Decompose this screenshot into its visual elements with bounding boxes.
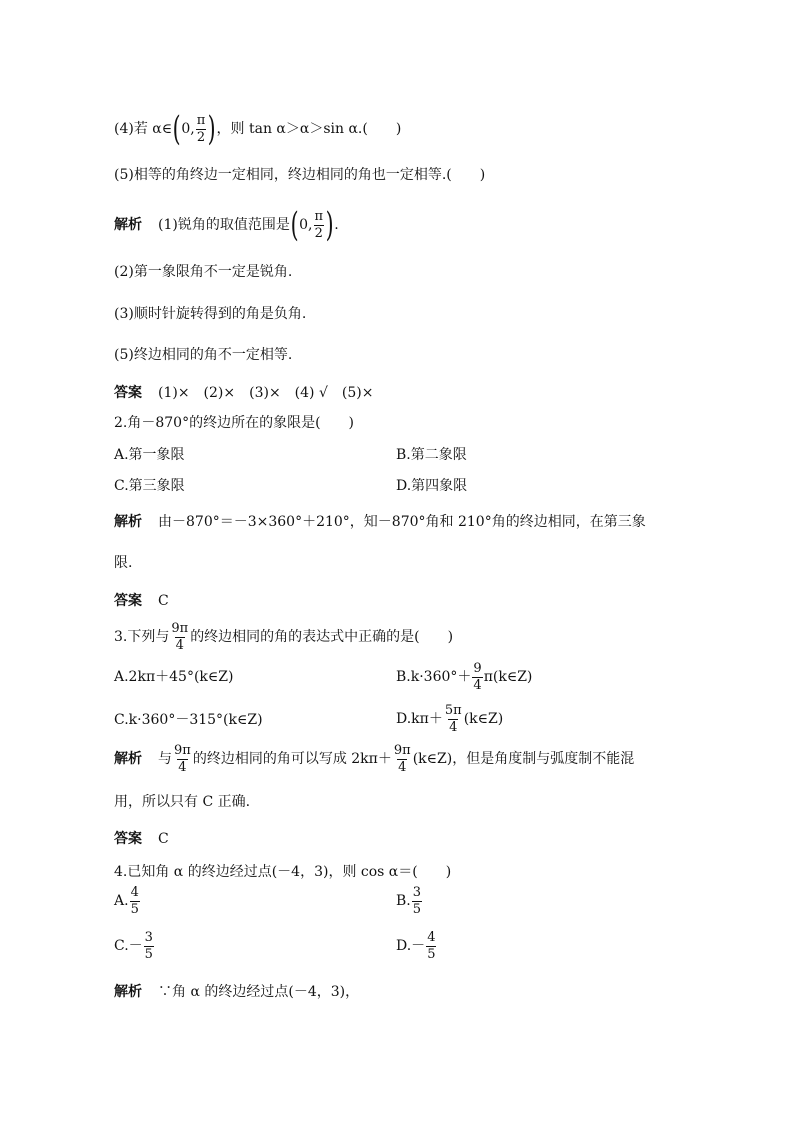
statement-4	[114, 109, 402, 149]
open-paren: (	[172, 109, 181, 149]
answer-label: 答案	[114, 593, 142, 609]
fraction-9pi-over-4: $\frac{9\pi}{4}$	[171, 621, 189, 653]
question-3-option-a: A.2kπ＋45°(k∈Z)	[114, 669, 234, 685]
question-4-option-c: C.－ $\frac{3}{5}$	[114, 930, 153, 962]
answer-1	[114, 386, 373, 400]
question-4-analysis	[114, 985, 359, 999]
question-2-answer	[114, 594, 169, 608]
analysis-3: (3)顺时针旋转得到的角是负角.	[114, 306, 307, 322]
question-3-analysis-line2: 用，所以只有 C 正确.	[114, 794, 251, 810]
question-2-option-a: A.第一象限	[114, 447, 185, 463]
fraction-4-over-5: $\frac{4}{5}$	[130, 885, 139, 917]
question-4-option-b: B. $\frac{3}{5}$	[396, 885, 422, 917]
question-2-analysis-line1: 由－870°＝－3×360°＋210°，知－870°角和 210°角的终边相同，在第三象	[158, 514, 646, 530]
fraction-3-over-5: $\frac{3}{5}$	[144, 930, 153, 962]
question-2-stem: 2.角－870°的终边所在的象限是( )	[114, 415, 355, 431]
question-2-option-b: B.第二象限	[396, 447, 467, 463]
fraction-pi-over-2: $\frac{\pi}{2}$	[314, 208, 324, 241]
analysis-label: 解析	[114, 217, 142, 233]
fraction-5pi-over-4: $\frac{5\pi}{4}$	[444, 703, 462, 735]
analysis-label: 解析	[114, 751, 142, 768]
question-2-option-d: D.第四象限	[396, 478, 468, 494]
analysis-label: 解析	[114, 984, 142, 1000]
answer-1-text: (1)× (2)× (3)× (4) √ (5)×	[158, 385, 374, 401]
fraction-3-over-5: $\frac{3}{5}$	[412, 885, 422, 917]
analysis-2: (2)第一象限角不一定是锐角.	[114, 264, 293, 280]
question-4-option-a: A. $\frac{4}{5}$	[114, 885, 139, 917]
question-3-answer-value: C	[158, 831, 169, 847]
question-2-answer-value: C	[158, 593, 169, 609]
statement-4-post: ，则 tan α＞α＞sin α.( )	[216, 121, 402, 137]
fraction-4-over-5: $\frac{4}{5}$	[427, 930, 436, 962]
analysis-1-text: (1)锐角的取值范围是	[158, 217, 290, 233]
analysis-1: 解析 (1)锐角的取值范围是 ( 0, $\frac{\pi}{2}$ ) .	[114, 205, 339, 245]
question-2-option-c: C.第三象限	[114, 478, 185, 494]
analysis-5: (5)终边相同的角不一定相等.	[114, 347, 293, 363]
fraction-9pi-over-4: $\frac{9\pi}{4}$	[174, 743, 191, 775]
answer-label: 答案	[114, 385, 142, 401]
question-2-analysis-line2: 限.	[114, 555, 133, 571]
question-3-option-c: C.k·360°－315°(k∈Z)	[114, 712, 263, 728]
question-3-stem: 3.下列与 $\frac{9\pi}{4}$ 的终边相同的角的表达式中正确的是( )	[114, 621, 454, 653]
interval-start: 0,	[181, 121, 195, 137]
fraction-9pi-over-4: $\frac{9\pi}{4}$	[393, 743, 411, 775]
question-2-analysis	[114, 515, 646, 529]
question-3-analysis: 解析 与 $\frac{9\pi}{4}$ 的终边相同的角可以写成 2kπ＋ $\frac{9\pi}{4}$ (k∈Z)，但是角度制与弧度制不能混	[114, 743, 635, 775]
question-3-option-b: B.k·360°＋ $\frac{9}{4}$ π(k∈Z)	[396, 661, 533, 693]
fraction-pi-over-2: $\frac{\pi}{2}$	[196, 112, 206, 145]
question-4-analysis-text: ∵角 α 的终边经过点(－4，3)，	[158, 984, 360, 1000]
close-paren: )	[207, 109, 216, 149]
question-3-answer	[114, 832, 169, 846]
statement-5: (5)相等的角终边一定相同，终边相同的角也一定相等.( )	[114, 167, 486, 183]
fraction-9-over-4: $\frac{9}{4}$	[473, 661, 482, 693]
analysis-label: 解析	[114, 514, 142, 530]
question-4-stem: 4.已知角 α 的终边经过点(－4，3)，则 cos α＝( )	[114, 864, 452, 880]
answer-label: 答案	[114, 831, 142, 847]
question-4-option-d: D.－ $\frac{4}{5}$	[396, 930, 436, 962]
statement-4-pre: (4)若 α∈	[114, 121, 173, 137]
question-3-option-d: D.kπ＋ $\frac{5\pi}{4}$ (k∈Z)	[396, 703, 504, 735]
